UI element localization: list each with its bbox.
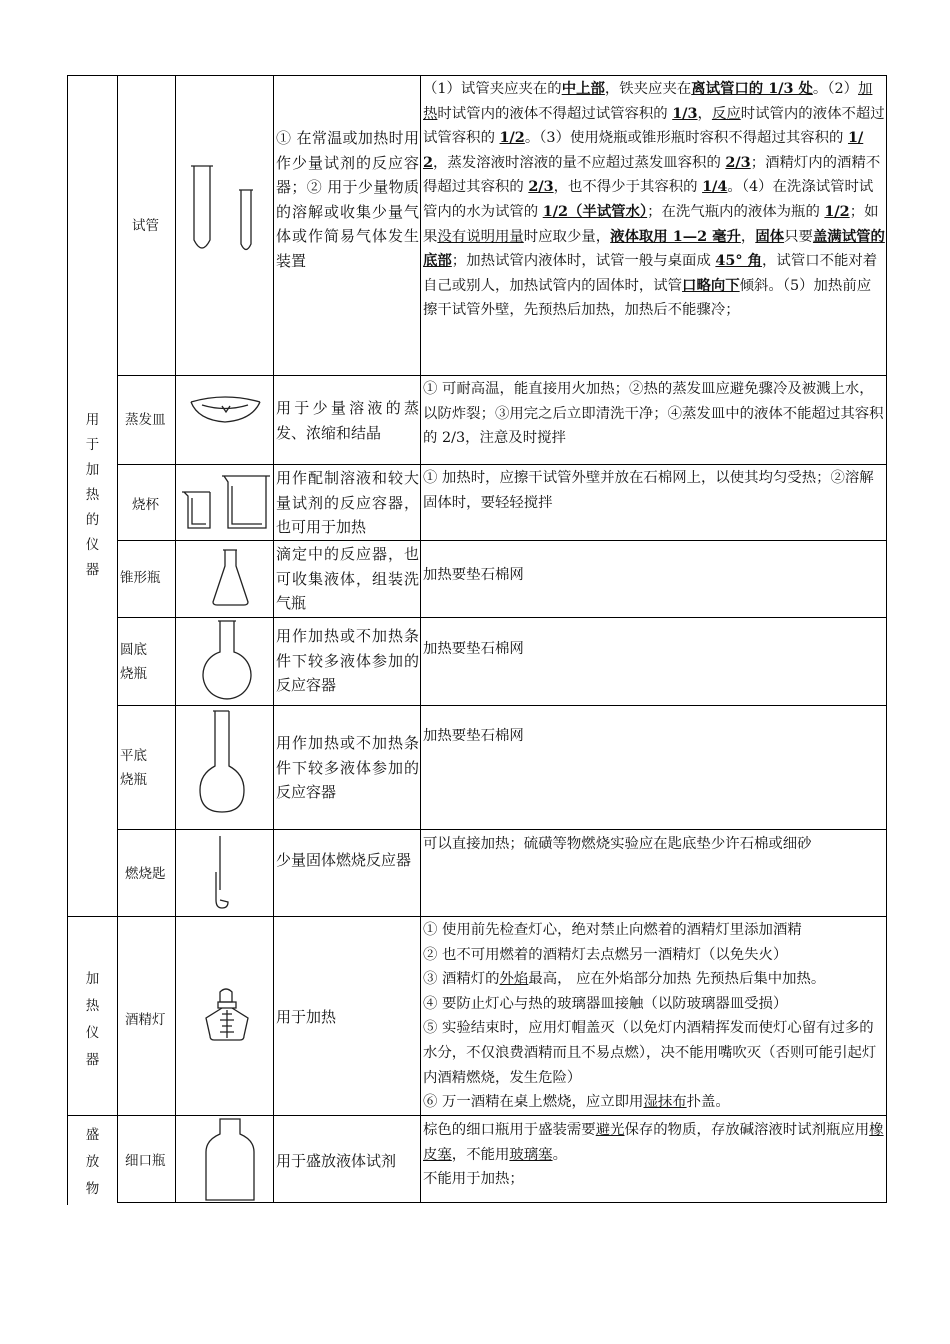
row-use-round-bottom-flask: 用作加热或不加热条件下较多液体参加的反应容器 xyxy=(276,627,419,695)
row-name-flat-bottom-flask: 平底烧瓶 xyxy=(120,748,147,788)
row-name-test-tube: 试管 xyxy=(132,218,159,234)
note-segment: （3）使用烧瓶或锥形瓶时容积不得超过其容积的 xyxy=(539,130,848,147)
note-segment: ③ 酒精灯的 xyxy=(423,971,500,988)
row-use-flat-bottom-flask: 用作加热或不加热条件下较多液体参加的反应容器 xyxy=(276,734,419,802)
note-segment: （2） xyxy=(827,81,859,97)
note-segment: 。 xyxy=(524,130,540,147)
row-use-evaporating-dish: 用于少量溶液的蒸发、浓缩和结晶 xyxy=(276,399,419,442)
row-notes-conical-flask xyxy=(423,563,885,588)
note-segment: ⑤ 实验结束时，应用灯帽盖灭（以免灯内酒精挥发而使灯心留有过多的水分，不仅浪费酒精而且不易点燃），决不能用嘴吹灭（否则可能引起灯内酒精燃烧，发生危险） xyxy=(423,1020,877,1086)
note-segment: 加热要垫石棉网 xyxy=(423,641,524,657)
note-segment: 1/2 xyxy=(499,129,525,147)
row-use-conical-flask: 滴定中的反应器，也可收集液体，组装洗气瓶 xyxy=(276,545,419,613)
note-segment: ，不能用 xyxy=(451,1146,510,1163)
row-name-beaker: 烧杯 xyxy=(132,497,159,513)
row-notes-alcohol-lamp xyxy=(423,918,885,1115)
note-segment: ⑥ 万一酒精在桌上燃烧，应立即用 xyxy=(423,1094,644,1111)
note-segment: 离试管口的 1/3 处 xyxy=(691,80,813,97)
note-segment: 没有说明用量 xyxy=(437,228,524,245)
category-storage: 盛 放 物 xyxy=(85,1127,100,1197)
evaporating-dish-icon xyxy=(188,390,263,430)
note-segment: ，蒸发溶液时溶液的量不应超过蒸发皿容积的 xyxy=(433,154,726,171)
note-line xyxy=(423,1090,885,1115)
note-segment: 45° 角 xyxy=(715,252,763,270)
note-segment: ，试管口不能对着自己或别人，加热试管内的固体时，试管 xyxy=(423,253,878,294)
row-use-combustion-spoon: 少量固体燃烧反应器 xyxy=(276,851,412,869)
note-segment: （4）在洗涤试管时试管内的水为试管的 xyxy=(423,179,874,220)
row-name-evaporating-dish: 蒸发皿 xyxy=(125,412,166,428)
note-segment: ；在洗气瓶内的液体为瓶的 xyxy=(647,203,825,220)
note-segment: 液体取用 1—2 毫升 xyxy=(610,227,741,245)
note-segment: 。 xyxy=(812,81,828,97)
note-segment: ；酒精灯内的酒精不得超过其容积的 xyxy=(423,154,881,196)
note-segment: ，铁夹应夹在 xyxy=(604,81,692,97)
note-segment: ；加热试管内液体时，试管一般与桌面成 xyxy=(451,253,716,270)
row-use-test-tube: ① 在常温或加热时用作少量试剂的反应容器；② 用于少量物质的溶解或收集少量气体或作简易气体发生装置 xyxy=(276,129,419,270)
beaker-icon xyxy=(178,468,274,536)
row-notes-evaporating-dish xyxy=(423,377,885,451)
note-segment: ① 加热时，应擦干试管外壁并放在石棉网上，以使其均匀受热；②溶解固体时，要轻轻搅拌 xyxy=(423,470,874,511)
note-segment: 反应 xyxy=(711,105,741,122)
note-segment: 盖满试管的底部 xyxy=(423,227,885,270)
alcohol-lamp-icon xyxy=(200,984,254,1046)
note-segment: ，也不得少于其容积的 xyxy=(553,179,703,196)
category-heater: 加 热 仪 器 xyxy=(85,971,100,1068)
note-segment: 2/3 xyxy=(725,153,751,171)
note-segment: ；如果 xyxy=(423,203,879,245)
note-segment: 加热要垫石棉网 xyxy=(423,567,524,583)
combustion-spoon-icon xyxy=(200,832,240,912)
narrow-mouth-bottle-icon xyxy=(200,1116,260,1204)
row-use-narrow-mouth-bottle: 用于盛放液体试剂 xyxy=(276,1152,397,1170)
row-use-alcohol-lamp: 用于加热 xyxy=(276,1008,337,1026)
note-segment: 可以直接加热；硫磺等物燃烧实验应在匙底垫少许石棉或细砂 xyxy=(423,836,812,852)
note-segment: 。 xyxy=(552,1146,567,1163)
note-segment: 保存的物质，存放碱溶液时试剂瓶应用 xyxy=(624,1122,870,1138)
note-segment: 扑盖。 xyxy=(686,1094,730,1111)
note-segment: ① 使用前先检查灯心，绝对禁止向燃着的酒精灯里添加酒精 xyxy=(423,922,802,938)
note-segment: 不能用于加热； xyxy=(423,1171,524,1188)
conical-flask-icon xyxy=(208,546,253,608)
round-bottom-flask-icon xyxy=(200,618,256,706)
note-segment: 加热要垫石棉网 xyxy=(423,728,524,744)
note-segment: ② 也不可用燃着的酒精灯去点燃另一酒精灯（以免失火） xyxy=(423,946,788,963)
row-notes-test-tube xyxy=(423,77,885,323)
category-heating-instruments: 用 于 加 热 的 仪 器 xyxy=(85,412,100,578)
row-use-beaker: 用作配制溶液和较大量试剂的反应容器，也可用于加热 xyxy=(276,469,419,537)
note-segment: 1/2 xyxy=(824,202,850,220)
note-segment: 外焰 xyxy=(499,971,529,988)
note-segment: ， xyxy=(697,105,712,122)
row-name-conical-flask: 锥形瓶 xyxy=(120,570,161,586)
note-segment: 2/3 xyxy=(528,178,554,196)
note-segment: 时试管内的液体不得超过试管容积的 xyxy=(437,105,673,122)
note-segment: 避光 xyxy=(595,1122,625,1138)
note-segment: 1/2 xyxy=(423,129,864,171)
note-segment: 橡皮塞 xyxy=(423,1122,884,1163)
note-segment: 加热 xyxy=(423,81,873,122)
note-segment: 口略向下 xyxy=(682,276,740,294)
row-notes-round-bottom-flask xyxy=(423,637,885,662)
note-segment: 湿抹布 xyxy=(643,1094,687,1111)
note-segment: 1/3 xyxy=(672,104,698,122)
row-notes-flat-bottom-flask xyxy=(423,724,885,749)
row-name-alcohol-lamp: 酒精灯 xyxy=(125,1012,166,1028)
note-line xyxy=(423,967,885,992)
row-notes-beaker xyxy=(423,466,885,515)
note-segment: ， xyxy=(740,228,756,245)
row-name-combustion-spoon: 燃烧匙 xyxy=(125,866,166,882)
note-segment: 1/4 xyxy=(702,178,728,196)
note-segment: 中上部 xyxy=(561,80,605,97)
row-notes-narrow-mouth-bottle xyxy=(423,1118,885,1192)
note-segment: 只要 xyxy=(784,228,813,245)
note-segment: 倾斜。（5）加热前应擦干试管外壁，先预热后加热，加热后不能骤冷； xyxy=(423,277,872,319)
note-segment: 固体 xyxy=(755,227,785,245)
note-segment: （1）试管夹应夹在的 xyxy=(423,81,562,97)
row-name-narrow-mouth-bottle: 细口瓶 xyxy=(125,1153,166,1169)
note-segment: 时应取少量， xyxy=(523,228,611,245)
row-notes-combustion-spoon xyxy=(423,832,885,857)
note-segment: ④ 要防止灯心与热的玻璃器皿接触（以防玻璃器皿受损） xyxy=(423,995,788,1012)
note-segment: 1/2（半试管水） xyxy=(542,202,648,220)
note-segment: 最高， 应在外焰部分加热 先预热后集中加热。 xyxy=(528,971,826,988)
row-name-round-bottom-flask: 圆底烧瓶 xyxy=(120,642,147,682)
note-segment: ① 可耐高温，能直接用火加热；②热的蒸发皿应避免骤冷及被溅上水，以防炸裂；③用完之后立即清洗干净；④蒸发皿中的液体不能超过其容积的 2/3，注意及时搅拌 xyxy=(423,381,884,447)
flat-bottom-flask-icon xyxy=(196,708,248,816)
note-segment: 时试管内的液体不超过试管容积的 xyxy=(423,105,885,147)
note-segment: 。 xyxy=(727,179,742,196)
note-segment: 玻璃塞 xyxy=(509,1146,553,1163)
test-tube-icon xyxy=(186,162,266,257)
note-segment: 棕色的细口瓶用于盛装需要 xyxy=(423,1122,596,1138)
